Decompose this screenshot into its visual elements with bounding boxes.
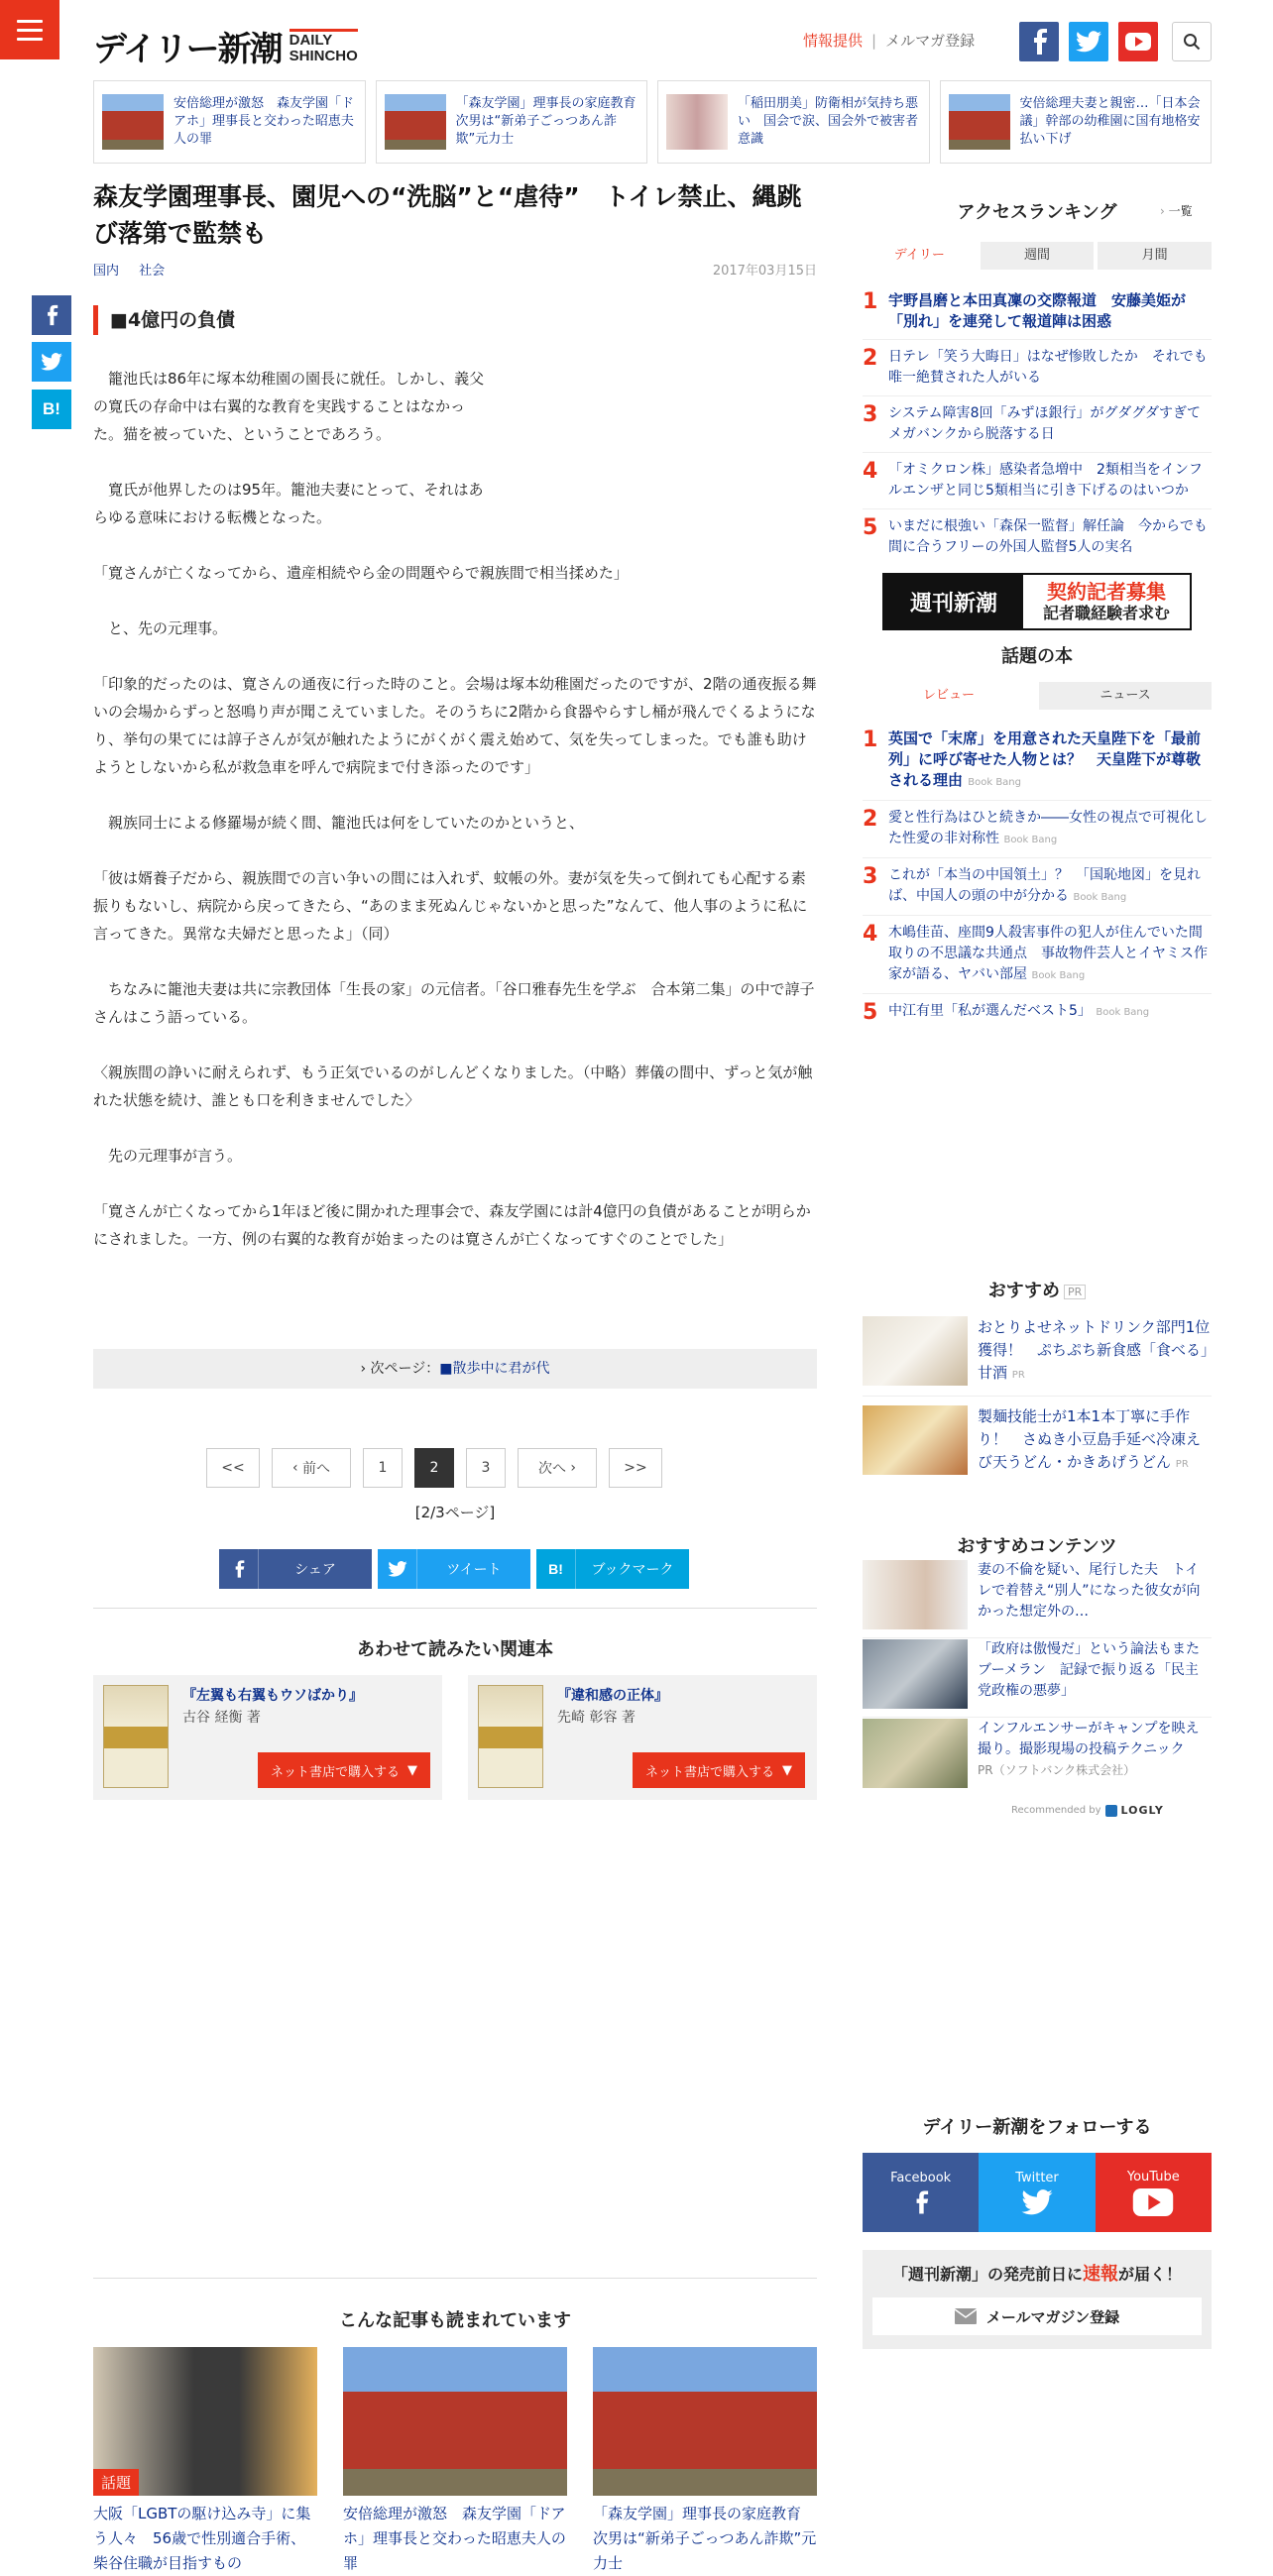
follow-buttons: [863, 2153, 1212, 2232]
follow-heading: デイリー新潮をフォローする: [922, 2117, 1152, 2138]
page-status: [2/3ページ]: [414, 1504, 496, 1521]
page-3-button[interactable]: 3: [466, 1448, 506, 1488]
next-page-link[interactable]: › 次ページ：■散歩中に君が代: [93, 1349, 817, 1389]
thumbnail: [863, 1560, 968, 1629]
book-card: [93, 1675, 442, 1800]
caret-down-icon: ▼: [782, 1762, 792, 1778]
site-logo[interactable]: [93, 22, 358, 70]
facebook-icon[interactable]: [1019, 22, 1059, 61]
paragraph: 「寛さんが亡くなってから、遺産相続やら金の問題やらで親族間で相当揉めた」: [93, 564, 629, 582]
book-title[interactable]: 『左翼も右翼もウソばかり』: [182, 1688, 363, 1704]
book-author: 先崎 彰容 著: [557, 1710, 636, 1726]
book-title[interactable]: 『違和感の正体』: [557, 1688, 668, 1704]
youtube-icon: [1132, 2188, 1174, 2216]
article-date: 2017年03月15日: [712, 264, 817, 279]
divider: [93, 2278, 817, 2279]
read-also-card[interactable]: 「森友学園」理事長の家庭教育 次男は“新弟子ごっつあん詐欺”元力士: [593, 2347, 817, 2576]
read-also-card[interactable]: 安倍総理が激怒 森友学園「ドアホ」理事長と交わった昭恵夫人の罪: [343, 2347, 567, 2576]
menu-button[interactable]: [0, 0, 59, 59]
logly-credit: Recommended by LOGLY: [1011, 1804, 1164, 1817]
tab-news[interactable]: ニュース: [1039, 682, 1212, 710]
side-twitter-share-icon[interactable]: [32, 342, 71, 382]
twitter-share-button[interactable]: ツイート: [378, 1549, 530, 1589]
facebook-icon: [219, 1549, 259, 1589]
ranking-heading: アクセスランキング: [957, 202, 1117, 223]
tab-review[interactable]: レビュー: [863, 682, 1035, 710]
info-link[interactable]: 情報提供: [803, 32, 864, 50]
paragraph: 「寛さんが亡くなってから1年ほど後に開かれた理事会で、森友学園には計4億円の負債があることが明らかにされました。一方、例の右翼的な教育が始まったのは寛さんが亡くなってすぐのことでした」: [93, 1202, 811, 1248]
newsletter-box: 「週刊新潮」の発売前日に速報が届く！ メールマガジン登録: [863, 2250, 1212, 2349]
thumbnail: [102, 94, 164, 150]
book-author: 古谷 経衡 著: [182, 1710, 261, 1726]
facebook-icon: [913, 2189, 929, 2215]
topic-book-item[interactable]: 2 愛と性行為はひと続きか――女性の視点で可視化した性愛の非対称性 Book Bang: [863, 801, 1212, 858]
tab-daily[interactable]: デイリー: [863, 242, 977, 270]
chevron-left-icon: ‹: [291, 1460, 303, 1476]
breadcrumb: [93, 260, 165, 279]
top-article-card[interactable]: 「森友学園」理事長の家庭教育 次男は“新弟子ごっつあん詐欺”元力士: [376, 80, 648, 164]
top-article-card[interactable]: 「稲田朋美」防衛相が気持ち悪い 国会で涙、国会外で被害者意識: [657, 80, 930, 164]
side-facebook-share-icon[interactable]: [32, 295, 71, 335]
divider: [93, 1608, 817, 1609]
youtube-icon[interactable]: [1118, 22, 1158, 61]
mail-icon: [955, 2308, 977, 2324]
pagination: [206, 1448, 662, 1488]
paragraph: 「彼は婿養子だから、親族間での言い争いの間には入れず、蚊帳の外。妻が気を失って倒れても心配する素振りもないし、病院から戻ってきたら、“あのまま死ぬんじゃないかと思った”なんて、他人事のように私に言ってきた。異常な夫婦だと思ったよ」（同）: [93, 869, 808, 943]
thumbnail: [863, 1316, 968, 1386]
follow-facebook-button[interactable]: Facebook: [863, 2153, 979, 2232]
newsletter-link[interactable]: メルマガ登録: [885, 32, 976, 50]
separator: |: [871, 31, 877, 50]
topic-books-tabs: [863, 682, 1212, 710]
paragraph: 先の元理事が言う。: [93, 1147, 243, 1165]
topic-book-item[interactable]: 1 英国で「末席」を用意された天皇陛下を「最前列」に呼び寄せた人物とは？ 天皇陛下が尊敬される理由 Book Bang: [863, 722, 1212, 801]
ranking-item[interactable]: 4 「オミクロン株」感染者急増中 2類相当をインフルエンザと同じ5類相当に引き下げるのはいつか: [863, 453, 1212, 509]
ranking-more-link[interactable]: › 一覧: [1160, 204, 1193, 218]
book-cover: [103, 1685, 169, 1788]
top-article-card[interactable]: 安倍総理が激怒 森友学園「ドアホ」理事長と交わった昭恵夫人の罪: [93, 80, 366, 164]
thumbnail: [385, 94, 446, 150]
thumbnail: [593, 2347, 817, 2496]
paragraph: 「印象的だったのは、寛さんの通夜に行った時のこと。会場は塚本幼稚園だったのですが、2階の通夜振る舞いの会場からずっと怒鳴り声が聞こえていました。そのうちに2階から食器やらすし桶が飛んでくるようになり、挙句の果てには諄子さんが気が触れたようにがくがく震え始めて、気を失ってしまった。でも誰も助けようとしないから私が救急車を呼んで病院まで付き添ったのです」: [93, 675, 817, 776]
article-body: [93, 365, 817, 1281]
thumbnail: [666, 94, 728, 150]
section-heading: ■4億円の負債: [93, 305, 235, 335]
ranking-list: [863, 283, 1212, 565]
recommend-item[interactable]: 製麺技能士が1本1本丁寧に手作り！ さぬき小豆島手延べ冷凍えび天うどん・かきあげうどん PR: [863, 1405, 1212, 1476]
hatena-icon: B!: [536, 1549, 576, 1589]
recruit-banner[interactable]: 週刊新潮 契約記者募集 記者職経験者求む: [882, 573, 1192, 630]
read-also-card[interactable]: 話題 大阪「LGBTの駆け込み寺」に集う人々 56歳で性別適合手術、柴谷住職が目指すもの: [93, 2347, 317, 2576]
topic-book-item[interactable]: 4 木嶋佳苗、座間9人殺害事件の犯人が住んでいた間取りの不思議な共通点 事故物件芸人とイヤミス作家が語る、ヤバい部屋 Book Bang: [863, 916, 1212, 994]
book-card: [468, 1675, 817, 1800]
thumbnail: [863, 1405, 968, 1475]
topic-books-heading: 話題の本: [1001, 646, 1073, 667]
topic-book-item[interactable]: 3 これが「本当の中国領土」？ 「国恥地図」を見れば、中国人の頭の中が分かる Book Bang: [863, 858, 1212, 916]
tab-weekly[interactable]: 週間: [981, 242, 1095, 270]
paragraph: 寛氏が他界したのは95年。籠池夫妻にとって、それはあらゆる意味における転機となった。: [93, 481, 484, 526]
chevron-right-icon: ›: [565, 1460, 577, 1476]
prev-page-button[interactable]: ‹ 前へ: [272, 1448, 351, 1488]
twitter-icon[interactable]: [1069, 22, 1108, 61]
recommend-heading: おすすめ PR: [863, 1277, 1212, 1302]
thumbnail: [343, 2347, 567, 2496]
twitter-icon: [378, 1549, 417, 1589]
paragraph: 親族同士による修羅場が続く間、籠池氏は何をしていたのかというと、: [93, 814, 585, 832]
next-page-button[interactable]: 次へ ›: [518, 1448, 597, 1488]
buy-book-button[interactable]: ネット書店で購入する ▼: [258, 1752, 430, 1788]
ranking-item[interactable]: 2 日テレ「笑う大晦日」はなぜ惨敗したか それでも唯一絶賛された人がいる: [863, 340, 1212, 396]
ranking-item[interactable]: 1 宇野昌磨と本田真凜の交際報道 安藤美姫が「別れ」を連発して報道陣は困惑: [863, 283, 1212, 340]
thumbnail: [93, 2347, 317, 2496]
search-icon[interactable]: [1172, 22, 1212, 61]
share-buttons: [219, 1549, 689, 1589]
book-cover: [478, 1685, 543, 1788]
recommend-contents-heading: おすすめコンテンツ: [957, 1536, 1117, 1557]
facebook-share-button[interactable]: シェア: [219, 1549, 372, 1589]
topic-book-item[interactable]: 5 中江有里「私が選んだベスト5」 Book Bang: [863, 1000, 1150, 1025]
logo-text: デイリー新潮: [93, 30, 282, 69]
hatena-bookmark-button[interactable]: B! ブックマーク: [536, 1549, 689, 1589]
article-title: 森友学園理事長、園児への“洗脳”と“虐待” トイレ禁止、縄跳び落第で監禁も: [93, 182, 802, 248]
logo-en: DAILY SHINCHO: [289, 29, 358, 64]
first-page-button[interactable]: <<: [206, 1448, 260, 1488]
top-article-strip: [93, 80, 1212, 164]
ranking-tabs: [863, 242, 1212, 270]
thumbnail: [863, 1719, 968, 1788]
topic-books-list: [863, 722, 1212, 1024]
breadcrumb-domestic[interactable]: 国内: [93, 264, 120, 279]
paragraph: ちなみに籠池夫妻は共に宗教団体「生長の家」の元信者。「谷口雅春先生を学ぶ 合本第二集」の中で諄子さんはこう語っている。: [93, 980, 815, 1026]
breadcrumb-society[interactable]: 社会: [139, 264, 166, 279]
follow-youtube-button[interactable]: YouTube: [1096, 2153, 1212, 2232]
recommend-content-item[interactable]: 「政府は傲慢だ」という論法もまたブーメラン 記録で振り返る「民主党政権の悪夢」: [863, 1639, 1212, 1718]
ranking-item[interactable]: 5 いまだに根強い「森保一監督」解任論 今からでも間に合うフリーの外国人監督5人の実名: [863, 515, 1208, 555]
twitter-icon: [1021, 2189, 1053, 2215]
chevron-right-icon: ›: [1160, 204, 1169, 218]
divider: [863, 1396, 1212, 1397]
caret-down-icon: ▼: [407, 1762, 417, 1778]
follow-twitter-button[interactable]: Twitter: [979, 2153, 1095, 2232]
logly-icon: [1105, 1805, 1117, 1817]
recommend-content-item[interactable]: 妻の不倫を疑い、尾行した夫 トイレで着替え“別人”になった彼女が向かった想定外の…: [863, 1560, 1212, 1638]
paragraph: 籠池氏は86年に塚本幼稚園の園長に就任。しかし、義父の寛氏の存命中は右翼的な教育を実践することはなかった。猫を被っていた、ということであろう。: [93, 370, 485, 443]
side-hatena-bookmark-icon[interactable]: B!: [32, 390, 71, 429]
recommend-content-item[interactable]: インフルエンサーがキャンプを映え撮り。撮影現場の投稿テクニック PR（ソフトバンク株式会社）: [863, 1719, 1212, 1796]
page-1-button[interactable]: 1: [363, 1448, 403, 1488]
thumbnail: [863, 1639, 968, 1709]
read-also-heading: こんな記事も読まれています: [339, 2310, 571, 2331]
header-links: [803, 30, 975, 51]
page-2-button[interactable]: 2: [414, 1448, 454, 1488]
thumbnail: [949, 94, 1010, 150]
newsletter-signup-button[interactable]: メールマガジン登録: [872, 2297, 1202, 2335]
paragraph: と、先の元理事。: [93, 619, 228, 637]
paragraph: 〈親族間の諍いに耐えられず、もう正気でいるのがしんどくなりました。（中略）葬儀の間中、ずっと気が触れた状態を続け、誰とも口を利きませんでした〉: [93, 1064, 813, 1109]
recommend-item[interactable]: おとりよせネットドリンク部門1位獲得！ ぷちぷち新食感「食べる」甘酒 PR: [863, 1316, 1212, 1387]
topic-tag: 話題: [93, 2469, 139, 2496]
buy-book-button[interactable]: ネット書店で購入する ▼: [633, 1752, 805, 1788]
top-article-card[interactable]: 安倍総理夫妻と親密…「日本会議」幹部の幼稚園に国有地格安払い下げ: [940, 80, 1213, 164]
ranking-item[interactable]: 3 システム障害8回「みずほ銀行」がグダグダすぎてメガバンクから脱落する日: [863, 396, 1212, 453]
tab-monthly[interactable]: 月間: [1098, 242, 1212, 270]
last-page-button[interactable]: >>: [609, 1448, 662, 1488]
chevron-right-icon: ›: [360, 1361, 367, 1377]
pr-badge: PR: [1064, 1285, 1086, 1299]
related-books-heading: あわせて読みたい関連本: [357, 1639, 553, 1660]
